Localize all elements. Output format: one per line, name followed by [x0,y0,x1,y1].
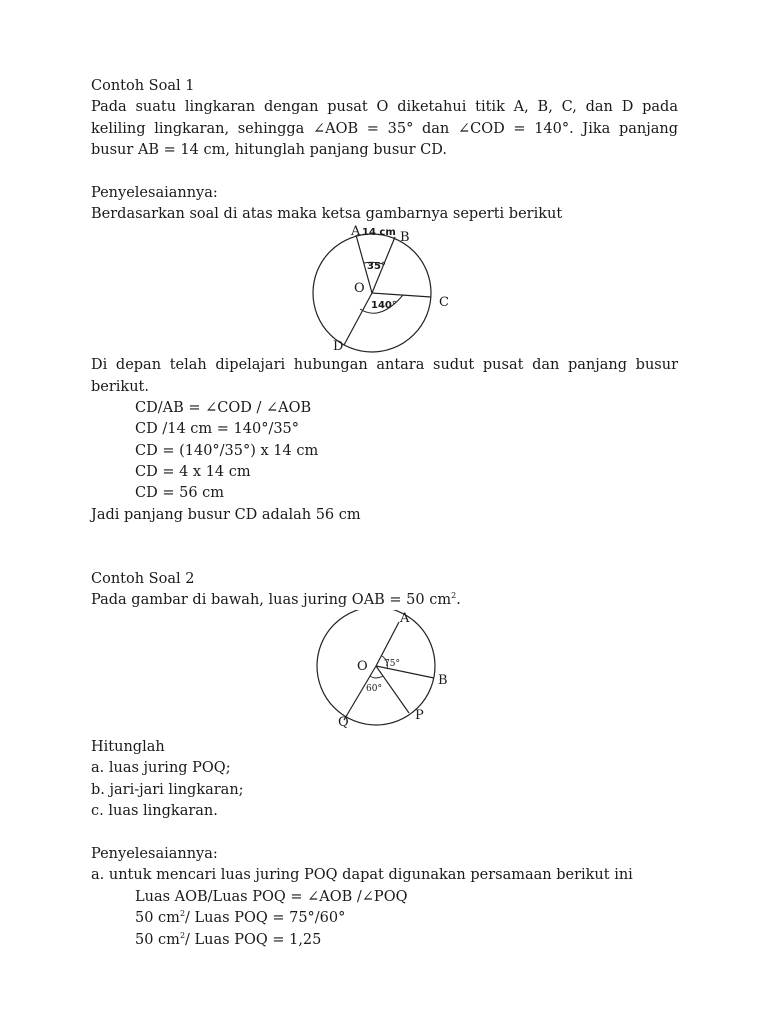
example-2-ask-heading: Hitunglah [91,739,165,755]
label-angle-poq: 60° [366,684,382,694]
example-2-solution-a-intro: a. untuk mencari luas juring POQ dapat digunakan persamaan berikut ini [91,867,633,883]
label-q: Q [338,715,349,730]
label-b: B [400,230,410,245]
example-1-solution-heading: Penyelesaiannya: [91,185,218,201]
example-2-step-2-sup: 2 [179,909,186,919]
example-1-step-3: CD = (140°/35°) x 14 cm [135,443,319,459]
example-2-step-3-pre: 50 cm [135,932,180,948]
label-a: A [351,224,361,239]
example-2-step-3 [135,930,321,952]
example-1-problem: Pada suatu lingkaran dengan pusat O diketahui titik A, B, C, dan D pada keliling lingkaran, sehingga ∠AOB = 35° dan ∠COD = 140°. Jika panjang busur AB = 14 cm, hitunglah panjang busur CD. [91,99,678,158]
example-1-step-5: CD = 56 cm [135,485,225,501]
example-2-step-2-post: / Luas POQ = 75°/60° [185,910,346,926]
circle-figure-1 [300,222,470,354]
example-2-step-2 [135,908,345,930]
label-arc-ab: 14 cm [362,227,396,238]
example-1-title: Contoh Soal 1 [91,78,195,94]
example-1-step-2: CD /14 cm = 140°/35° [135,421,300,437]
label-p: P [415,708,424,723]
example-2-problem-end: . [456,592,461,608]
example-2-solution-heading: Penyelesaiannya: [91,846,218,862]
example-2-problem [91,590,461,612]
label-a: A [400,611,410,626]
label-angle-aob: 75° [384,659,400,669]
example-2-problem-sup: 2 [451,591,457,601]
label-o: O [357,659,368,674]
example-1-conclusion: Jadi panjang busur CD adalah 56 cm [91,507,361,523]
example-2-step-1-pre: Luas AOB/Luas POQ = ∠AOB /∠POQ [135,889,408,905]
example-1-step-1: CD/AB = ∠COD / ∠AOB [135,400,312,416]
label-angle-cod: 140° [371,300,397,311]
example-2-task-c: c. luas lingkaran. [91,803,218,819]
label-b: B [438,673,448,688]
label-o: O [354,281,365,296]
example-2-step-1 [135,887,407,909]
example-2-step-3-post: / Luas POQ = 1,25 [185,932,322,948]
example-2-task-a: a. luas juring POQ; [91,760,231,776]
radius-od [344,293,372,345]
example-2-problem-text: Pada gambar di bawah, luas juring OAB = 50 cm [91,592,452,608]
label-c: C [439,295,449,310]
example-2-task-b: b. jari-jari lingkaran; [91,782,244,798]
example-1-explanation: Di depan telah dipelajari hubungan antara sudut pusat dan panjang busur berikut. [91,357,678,395]
example-2-step-2-pre: 50 cm [135,910,180,926]
angle-poq-arc [370,676,383,678]
label-d: D [333,339,344,354]
label-angle-aob: 35° [367,261,386,272]
example-1-sketch-intro: Berdasarkan soal di atas maka ketsa gambarnya seperti berikut [91,206,563,222]
example-1-step-4: CD = 4 x 14 cm [135,464,251,480]
circle-figure-2 [310,610,460,734]
example-2-step-3-sup: 2 [179,931,186,941]
example-2-title: Contoh Soal 2 [91,571,195,587]
